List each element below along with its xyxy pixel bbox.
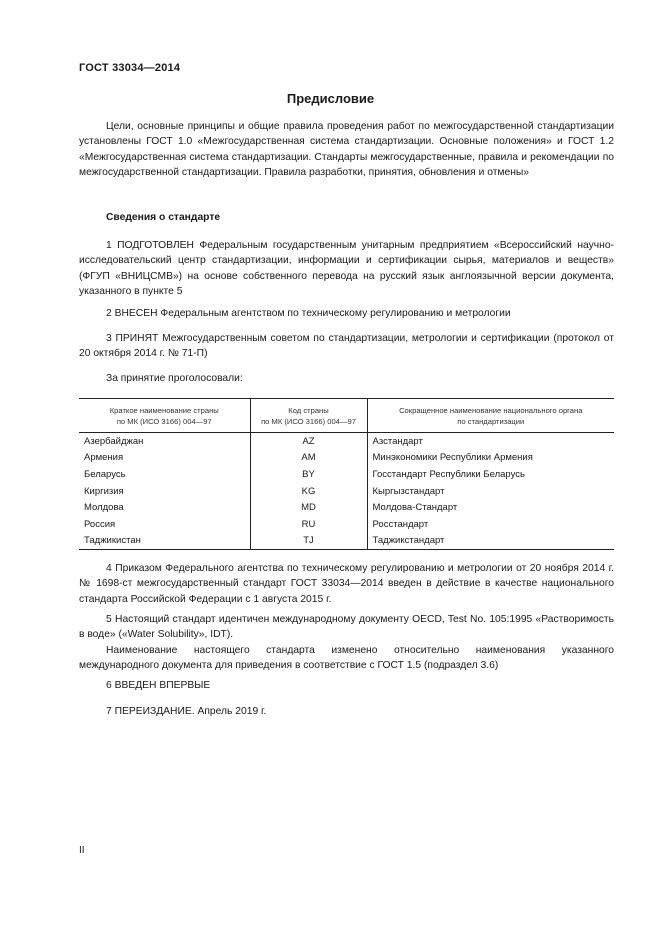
column-header-code: Код страны по МК (ИСО 3166) 004—97 [250, 399, 367, 433]
voting-table [79, 398, 614, 550]
country-cell: Беларусь [84, 468, 126, 480]
item-identical: 5 Настоящий стандарт идентичен международному документу OECD, Test No. 105:1995 «Растворимость в воде» («Water Solubility», IDT). [79, 614, 614, 641]
table-row [79, 516, 614, 533]
table-row [79, 466, 614, 483]
item-order: 4 Приказом Федерального агентства по техническому регулированию и метрологии от 20 ноября 2014 г. № 1698-ст межгосударственный стандарт ГОСТ 33034—2014 введен в действие в качестве национального стандарта Российской Федерации с 1 августа 2015 г. [79, 563, 614, 605]
country-cell: Азербайджан [84, 435, 144, 447]
body-cell: Росстандарт [367, 516, 614, 533]
country-cell: Армения [84, 452, 124, 464]
page-number: II [79, 845, 85, 856]
voted-label: За принятие проголосовали: [106, 373, 243, 384]
item-reissue: 7 ПЕРЕИЗДАНИЕ. Апрель 2019 г. [106, 706, 267, 717]
table-row [79, 483, 614, 500]
country-cell: Киргизия [84, 485, 124, 497]
table-row [79, 450, 614, 467]
code-cell: AZ [250, 433, 367, 450]
body-cell: Таджикстандарт [367, 533, 614, 550]
body-cell: Госстандарт Республики Беларусь [367, 466, 614, 483]
code-cell: AM [250, 450, 367, 467]
item-introduced: 2 ВНЕСЕН Федеральным агентством по техническому регулированию и метрологии [106, 308, 511, 319]
code-cell: KG [250, 483, 367, 500]
table-row [79, 433, 614, 450]
standard-info-heading: Сведения о стандарте [106, 212, 221, 223]
item-adopted: 3 ПРИНЯТ Межгосударственным советом по стандартизации, метрологии и сертификации (протокол от 20 октября 2014 г. № 71-П) [79, 333, 614, 360]
code-cell: MD [250, 499, 367, 516]
body-cell: Кыргызстандарт [367, 483, 614, 500]
table-row [79, 533, 614, 550]
country-cell: Россия [84, 518, 116, 530]
column-header-body: Сокращенное наименование национального органа по стандартизации [367, 399, 614, 433]
code-cell: BY [250, 466, 367, 483]
intro-paragraph: Цели, основные принципы и общие правила проведения работ по межгосударственной стандартизации установлены ГОСТ 1.0 «Межгосударственная система стандартизации. Основные положения» и ГОСТ 1.2 «Межгосударственная система стандартизации. Стандарты межгосударственные, правила и рекомендации по межгосударственной стандартизации. Правила разработки, принятия, обновления и отмены» [79, 121, 614, 179]
item-first-time: 6 ВВЕДЕН ВПЕРВЫЕ [106, 680, 211, 691]
item-prepared: 1 ПОДГОТОВЛЕН Федеральным государственным унитарным предприятием «Всероссийский научно-исследовательский центр стандартизации, информации и сертификации сырья, материалов и веществ» (ФГУП «ВНИЦСМВ») на основе собственного перевода на русский язык англоязычной версии документа, указанного в пункте 5 [79, 240, 614, 298]
table-header-row [79, 399, 614, 433]
code-cell: RU [250, 516, 367, 533]
column-header-country: Краткое наименование страны по МК (ИСО 3166) 004—97 [79, 399, 250, 433]
body-cell: Молдова-Стандарт [367, 499, 614, 516]
page-title: Предисловие [286, 91, 375, 106]
document-code: ГОСТ 33034—2014 [79, 62, 181, 74]
country-cell: Молдова [84, 502, 124, 514]
code-cell: TJ [250, 533, 367, 550]
body-cell: Азстандарт [367, 433, 614, 450]
country-cell: Таджикистан [79, 533, 250, 550]
body-cell: Минэкономики Республики Армения [367, 450, 614, 467]
table-row [79, 499, 614, 516]
item-name-changed: Наименование настоящего стандарта изменено относительно наименования указанного международного документа для приведения в соответствие с ГОСТ 1.5 (подраздел 3.6) [79, 645, 614, 672]
